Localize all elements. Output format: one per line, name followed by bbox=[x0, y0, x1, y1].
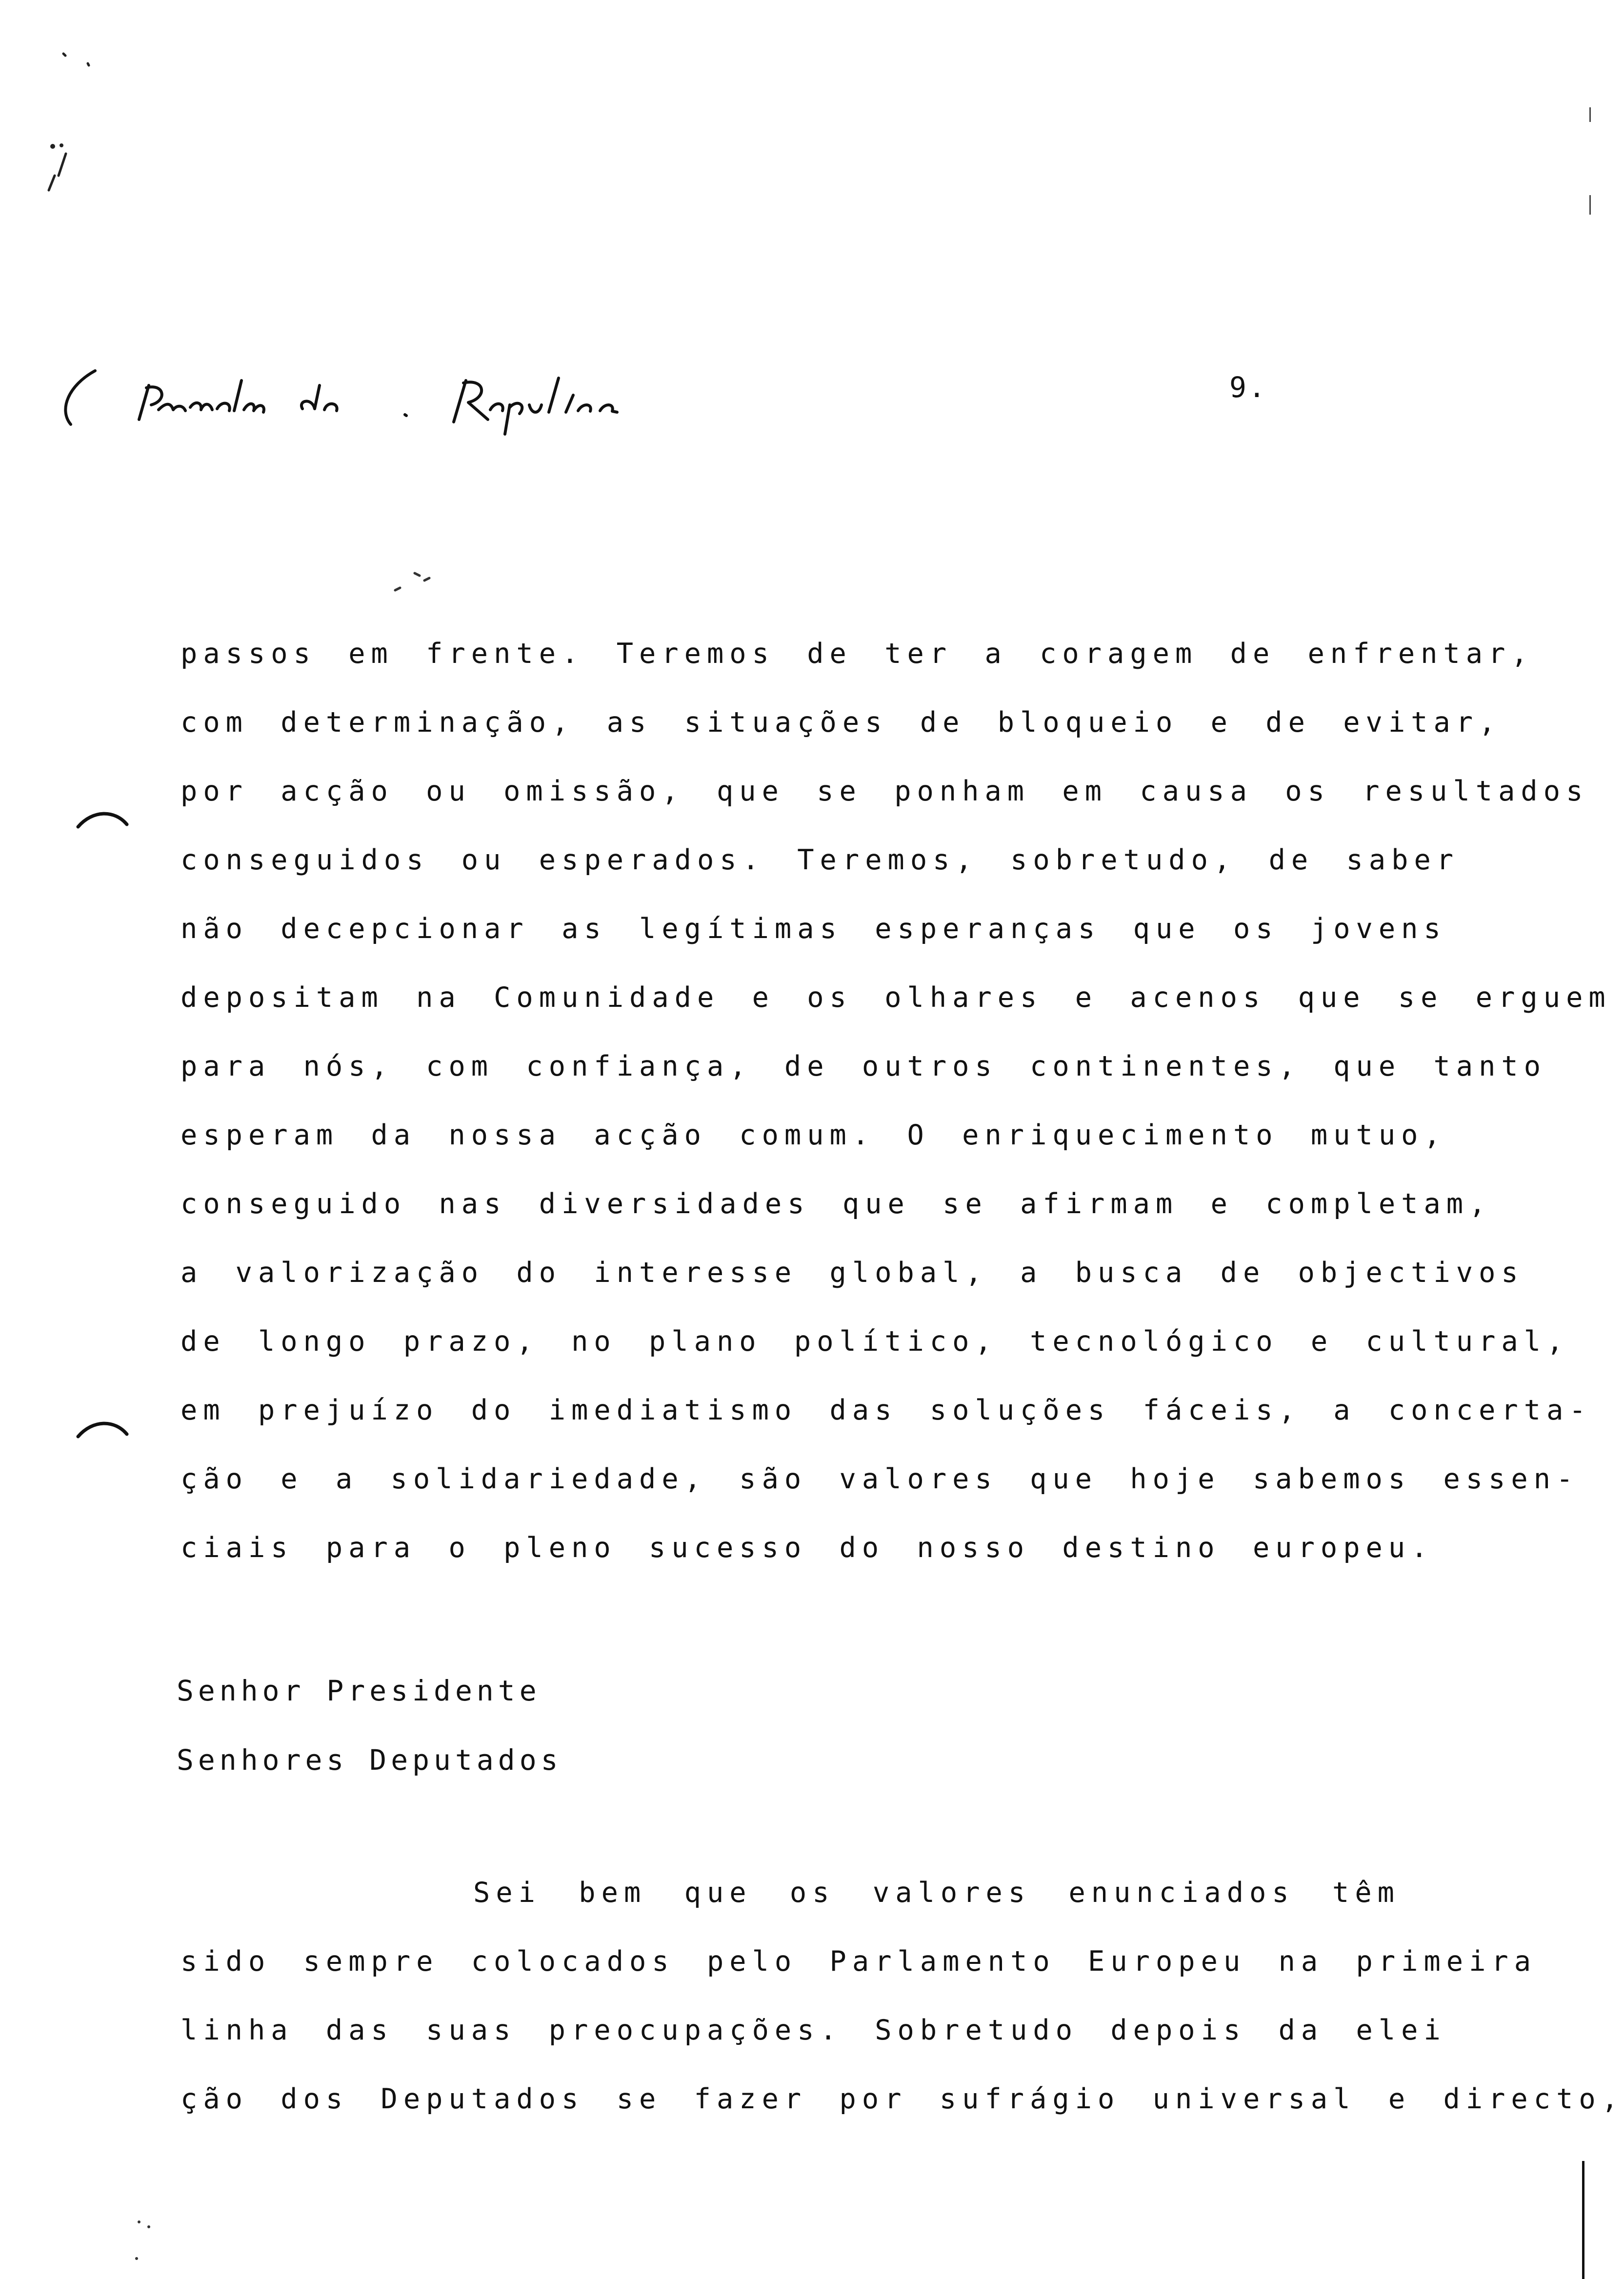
page-number: 9. bbox=[1229, 371, 1267, 404]
scan-speck bbox=[390, 566, 439, 595]
text-line: conseguidos ou esperados. Teremos, sobretudo, de saber bbox=[180, 844, 1460, 876]
paragraph-1 bbox=[180, 620, 1611, 1582]
salutation-line: Senhor Presidente bbox=[177, 1674, 541, 1707]
text-line: sido sempre colocados pelo Parlamento Europeu na primeira bbox=[180, 1945, 1537, 1978]
text-line: ção e a solidariedade, são valores que hoje sabemos essen- bbox=[180, 1463, 1579, 1495]
right-edge-line bbox=[1581, 2161, 1586, 2279]
text-line: linha das suas preocupações. Sobretudo depois da elei bbox=[180, 2014, 1446, 2046]
text-line: esperam da nossa acção comum. O enriquecimento mutuo, bbox=[180, 1119, 1446, 1151]
text-line: por acção ou omissão, que se ponham em causa os resultados bbox=[180, 775, 1589, 807]
text-line: conseguido nas diversidades que se afirmam e completam, bbox=[180, 1188, 1492, 1220]
text-line: a valorização do interesse global, a busca de objectivos bbox=[180, 1257, 1524, 1289]
text-line: Sei bem que os valores enunciados têm bbox=[473, 1877, 1400, 1909]
margin-arc bbox=[73, 805, 132, 834]
text-line: de longo prazo, no plano político, tecnológico e cultural, bbox=[180, 1325, 1569, 1358]
text-line: ção dos Deputados se fazer por sufrágio universal e directo, bbox=[180, 2083, 1624, 2115]
salutation-line: Senhores Deputados bbox=[177, 1743, 562, 1777]
text-line: para nós, com confiança, de outros continentes, que tanto bbox=[180, 1050, 1547, 1082]
text-line: passos em frente. Teremos de ter a coragem de enfrentar, bbox=[180, 638, 1534, 670]
text-line: em prejuízo do imediatismo das soluções fáceis, a concerta- bbox=[180, 1394, 1592, 1426]
margin-arc bbox=[73, 1415, 132, 1444]
text-line: depositam na Comunidade e os olhares e acenos que se erguem bbox=[180, 981, 1611, 1014]
right-edge-tick bbox=[1588, 98, 1593, 224]
handwritten-letterhead bbox=[49, 356, 659, 434]
bottom-left-specks bbox=[132, 2215, 171, 2273]
paragraph-2 bbox=[180, 1859, 1624, 2134]
text-line: ciais para o pleno sucesso do nosso destino europeu. bbox=[180, 1532, 1434, 1564]
text-line: com determinação, as situações de bloqueio e de evitar, bbox=[180, 706, 1502, 739]
salutation bbox=[177, 1656, 562, 1795]
margin-dot bbox=[47, 137, 76, 156]
text-line: não decepcionar as legítimas esperanças que os jovens bbox=[180, 913, 1446, 945]
